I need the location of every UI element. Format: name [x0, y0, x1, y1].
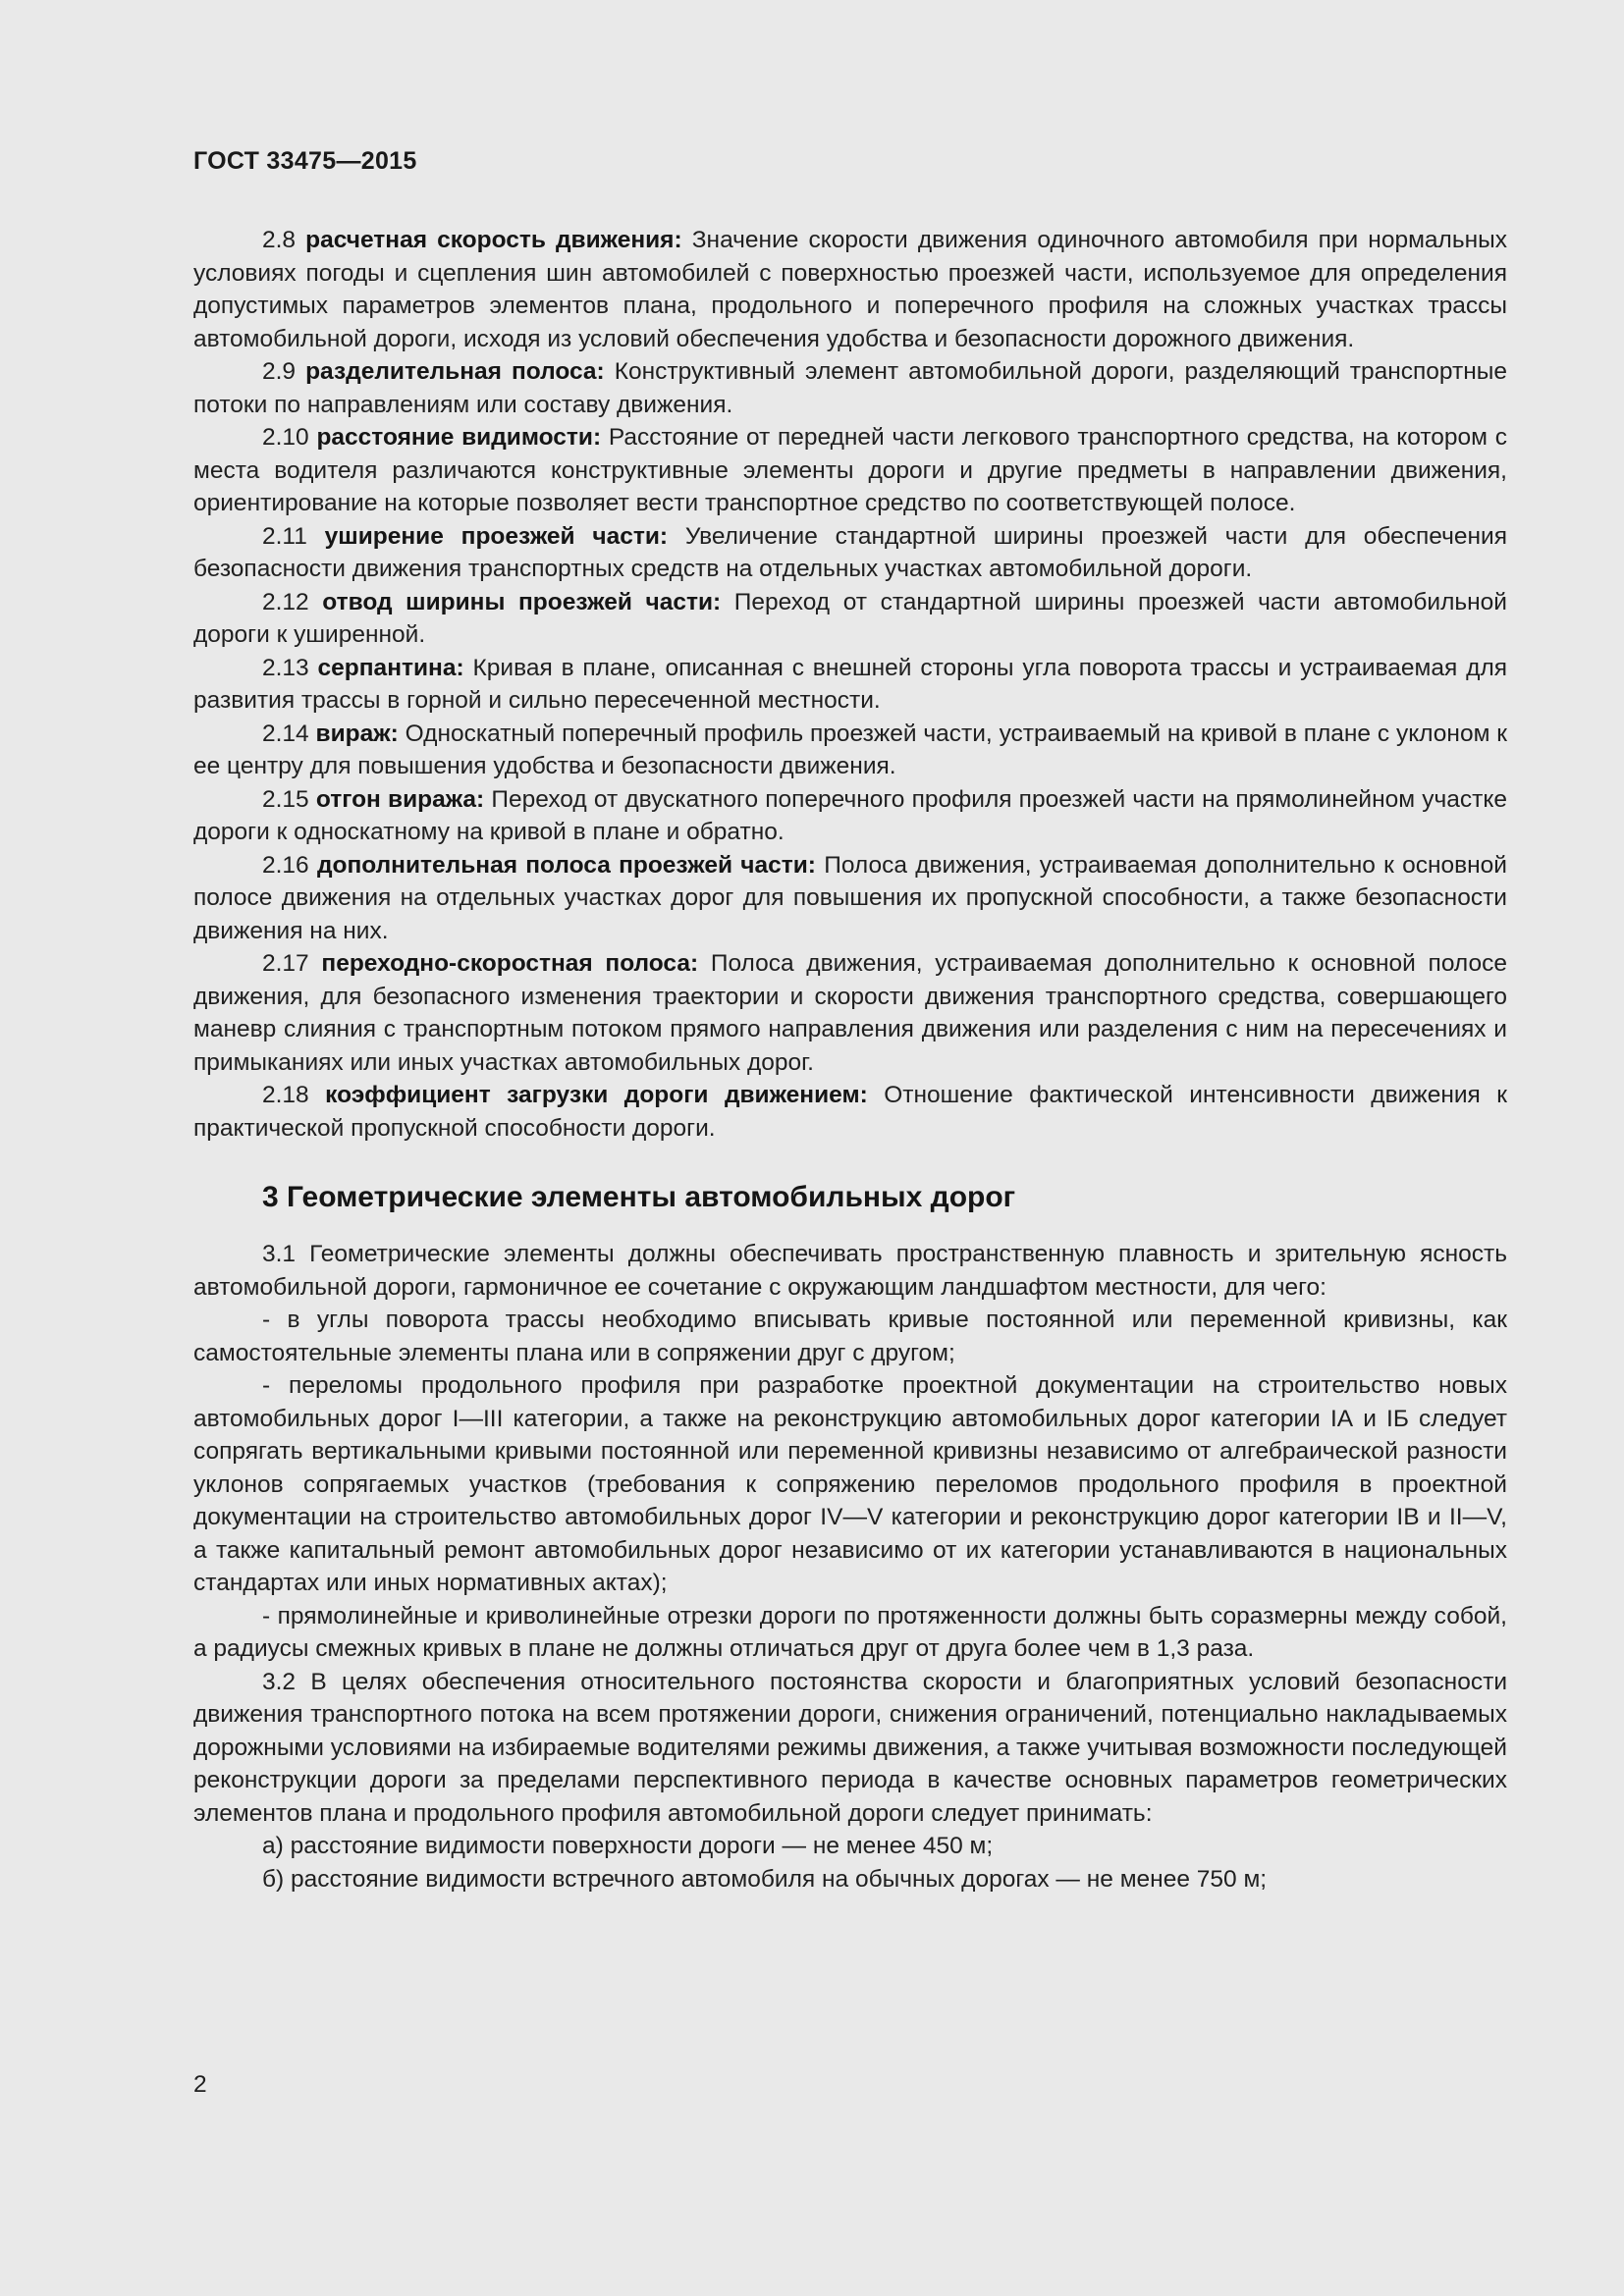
- definition-text: Односкатный поперечный профиль проезжей части, устраиваемый на кривой в плане с уклоном к ее центру для повышения удобства и безопасности движения.: [193, 720, 1507, 779]
- definition-number: 2.18: [262, 1082, 309, 1108]
- definition-text: Увеличение стандартной ширины проезжей части для обеспечения безопасности движения транспортных средств на отдельных участках автомобильной дороги.: [193, 522, 1507, 582]
- definition-text: Расстояние от передней части легкового транспортного средства, на котором с места водителя различаются конструктивные элементы дороги и другие предметы в направлении движения, ориентирование на которые позволяет вести транспортное средство по соответствующей полосе.: [193, 424, 1507, 516]
- definition-term: коэффициент загрузки дороги движением:: [325, 1082, 868, 1108]
- list-item: а) расстояние видимости поверхности дороги — не менее 450 м;: [262, 1833, 994, 1859]
- definition-term: разделительная полоса:: [305, 358, 605, 385]
- definition-number: 2.12: [262, 588, 309, 615]
- paragraph-3-1: 3.1 Геометрические элементы должны обеспечивать пространственную плавность и зрительную ясность автомобильной дороги, гармоничное ее сочетание с окружающим ландшафтом местности, для чего:: [193, 1241, 1507, 1301]
- list-item: - переломы продольного профиля при разработке проектной документации на строительство новых автомобильных дорог I—III категории, а также на реконструкцию автомобильных дорог категории IА и IБ следует сопрягать вертикальными кривыми постоянной или переменной кривизны независимо от алгебраической разности уклонов сопрягаемых участков (требования к сопряжению переломов продольного профиля в проектной документации на строительство автомобильных дорог IV—V категории и реконструкцию дорог категории IВ и II—V, а также капитальный ремонт автомобильных дорог независимо от их категории устанавливаются в национальных стандартах или иных нормативных актах);: [193, 1372, 1507, 1596]
- definition-2-16: [193, 849, 1507, 948]
- definition-number: 2.8: [262, 227, 297, 253]
- definition-text: Переход от стандартной ширины проезжей части автомобильной дороги к уширенной.: [193, 588, 1507, 648]
- definition-number: 2.13: [262, 654, 309, 681]
- document-body: [193, 224, 1507, 1896]
- document-header: ГОСТ 33475—2015: [193, 147, 417, 175]
- definition-text: Отношение фактической интенсивности движения к практической пропускной способности дороги.: [193, 1082, 1507, 1142]
- definition-term: серпантина:: [317, 654, 464, 681]
- definition-2-10: [193, 421, 1507, 520]
- definition-term: уширение проезжей части:: [324, 522, 669, 550]
- definition-text: Значение скорости движения одиночного автомобиля при нормальных условиях погоды и сцепления шин автомобилей с поверхностью проезжей части, используемое для определения допустимых параметров элементов плана, продольного и поперечного профиля на сложных участках трассы автомобильной дороги, исходя из условий обеспечения удобства и безопасности дорожного движения.: [193, 227, 1507, 352]
- definition-term: расчетная скорость движения:: [305, 227, 682, 253]
- definition-text: Полоса движения, устраиваемая дополнительно к основной полосе движения, для безопасного изменения траектории и скорости движения транспортного средства, совершающего маневр слияния с транспортным потоком прямого направления движения или разделения с ним на пересечениях и примыканиях или иных участках автомобильных дорог.: [193, 950, 1507, 1076]
- definition-term: переходно-скоростная полоса:: [321, 950, 699, 977]
- definition-number: 2.14: [262, 720, 309, 747]
- definition-2-17: [193, 947, 1507, 1079]
- definition-2-8: [193, 224, 1507, 355]
- definition-number: 2.17: [262, 950, 309, 977]
- definition-number: 2.16: [262, 851, 309, 879]
- definition-term: вираж:: [315, 720, 399, 747]
- definition-number: 2.15: [262, 785, 309, 813]
- definition-number: 2.11: [262, 522, 307, 550]
- definition-text: Кривая в плане, описанная с внешней стороны угла поворота трассы и устраиваемая для развития трассы в горной и сильно пересеченной местности.: [193, 654, 1508, 714]
- definition-2-18: [193, 1079, 1507, 1145]
- definition-2-11: [193, 520, 1507, 586]
- definition-text: Конструктивный элемент автомобильной дороги, разделяющий транспортные потоки по направлениям или составу движения.: [193, 358, 1507, 418]
- definition-2-12: [193, 586, 1507, 652]
- definition-2-9: [193, 355, 1507, 421]
- section-heading: 3 Геометрические элементы автомобильных дорог: [262, 1181, 1016, 1213]
- definition-term: отвод ширины проезжей части:: [322, 588, 722, 615]
- list-item: - в углы поворота трассы необходимо вписывать кривые постоянной или переменной кривизны, как самостоятельные элементы плана или в сопряжении друг с другом;: [193, 1307, 1507, 1366]
- list-item: - прямолинейные и криволинейные отрезки дороги по протяженности должны быть соразмерны между собой, а радиусы смежных кривых в плане не должны отличаться друг от друга более чем в 1,3 раза.: [193, 1602, 1507, 1662]
- list-item: б) расстояние видимости встречного автомобиля на обычных дорогах — не менее 750 м;: [262, 1865, 1268, 1893]
- definition-term: дополнительная полоса проезжей части:: [316, 851, 816, 879]
- definition-text: Переход от двускатного поперечного профиля проезжей части на прямолинейном участке дороги к односкатному на кривой в плане и обратно.: [193, 785, 1507, 845]
- page-number: 2: [193, 2071, 207, 2098]
- definition-number: 2.10: [262, 424, 309, 451]
- definition-2-13: [193, 652, 1507, 718]
- definition-text: Полоса движения, устраиваемая дополнительно к основной полосе движения на отдельных участках дорог для повышения их пропускной способности, а также безопасности движения на них.: [193, 851, 1507, 944]
- definition-2-15: [193, 783, 1507, 849]
- definition-2-14: [193, 718, 1507, 783]
- definition-term: отгон виража:: [315, 785, 485, 813]
- paragraph-3-2: 3.2 В целях обеспечения относительного постоянства скорости и благоприятных условий безопасности движения транспортного потока на всем протяжении дороги, снижения ограничений, потенциально накладываемых дорожными условиями на избираемые водителями режимы движения, а также учитывая возможности последующей реконструкции дороги за пределами перспективного периода в качестве основных параметров геометрических элементов плана и продольного профиля автомобильной дороги следует принимать:: [193, 1668, 1507, 1827]
- definition-number: 2.9: [262, 358, 297, 385]
- definition-term: расстояние видимости:: [316, 424, 602, 451]
